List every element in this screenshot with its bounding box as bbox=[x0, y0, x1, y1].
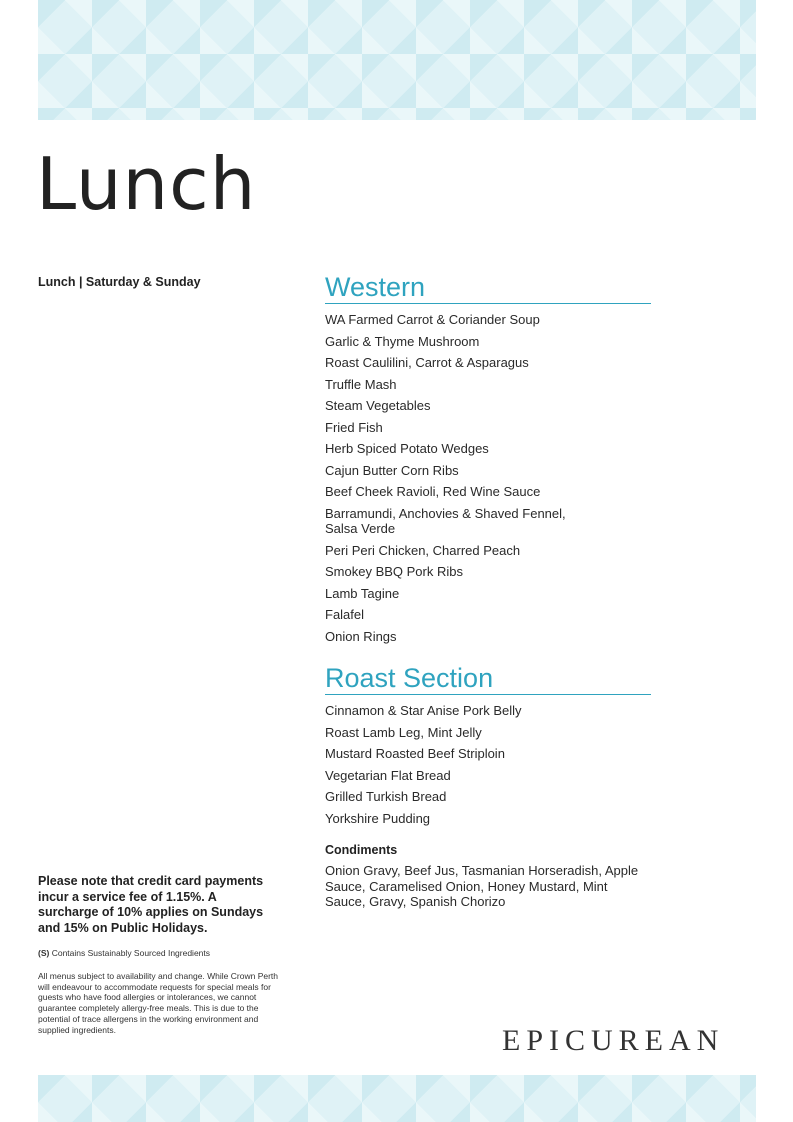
menu-item: Beef Cheek Ravioli, Red Wine Sauce bbox=[325, 484, 541, 499]
menu-item: WA Farmed Carrot & Coriander Soup bbox=[325, 312, 540, 327]
menu-item: Roast Caulilini, Carrot & Asparagus bbox=[325, 355, 529, 370]
menu-item: Smokey BBQ Pork Ribs bbox=[325, 564, 463, 579]
menu-item: Onion Rings bbox=[325, 628, 397, 644]
sustainable-text: Contains Sustainably Sourced Ingredients bbox=[51, 948, 211, 958]
section-heading-western: Western bbox=[325, 274, 651, 304]
allergy-disclaimer: All menus subject to availability and change. While Crown Perth will endeavour to accommodate requests for special meals for guests who have food allergies or intolerances, we cannot guarantee completely allergy-free meals. This is due to the potential of trace allergens in the working environment and supplied ingredients. bbox=[38, 971, 279, 1035]
page-title: Lunch bbox=[36, 142, 257, 226]
menu-item: Cajun Butter Corn Ribs bbox=[325, 462, 459, 478]
menu-item: Garlic & Thyme Mushroom bbox=[325, 333, 480, 349]
decorative-pattern-bottom bbox=[38, 1075, 756, 1122]
menu-item: Lamb Tagine bbox=[325, 585, 400, 601]
menu-item: Vegetarian Flat Bread bbox=[325, 767, 451, 783]
menu-item: Roast Lamb Leg, Mint Jelly bbox=[325, 724, 482, 740]
menu-item: Peri Peri Chicken, Charred Peach bbox=[325, 542, 521, 558]
menu-item: Yorkshire Pudding bbox=[325, 810, 431, 826]
roast-menu-list bbox=[325, 703, 655, 832]
decorative-pattern-top bbox=[38, 0, 756, 120]
section-heading-roast: Roast Section bbox=[325, 665, 651, 695]
condiments-heading: Condiments bbox=[325, 843, 398, 857]
epicurean-logo: EPICUREAN bbox=[502, 1024, 725, 1057]
sustainable-mark: (S) bbox=[38, 948, 50, 958]
condiments-list: Onion Gravy, Beef Jus, Tasmanian Horseradish, Apple Sauce, Caramelised Onion, Honey Mustard, Mint Sauce, Gravy, Spanish Chorizo bbox=[325, 863, 639, 909]
surcharge-notice: Please note that credit card payments incur a service fee of 1.15%. A surcharge of 10% applies on Sundays and 15% on Public Holidays. bbox=[38, 874, 264, 935]
menu-item: Cinnamon & Star Anise Pork Belly bbox=[325, 703, 522, 718]
menu-item: Falafel bbox=[325, 607, 365, 622]
menu-item: Barramundi, Anchovies & Shaved Fennel, Salsa Verde bbox=[325, 505, 566, 536]
menu-item: Herb Spiced Potato Wedges bbox=[325, 441, 489, 456]
menu-item: Grilled Turkish Bread bbox=[325, 789, 447, 804]
menu-item: Steam Vegetables bbox=[325, 398, 431, 413]
menu-subtitle: Lunch | Saturday & Sunday bbox=[38, 275, 201, 289]
western-menu-list bbox=[325, 312, 655, 650]
sustainable-legend bbox=[38, 948, 210, 958]
menu-item: Truffle Mash bbox=[325, 376, 397, 392]
menu-item: Mustard Roasted Beef Striploin bbox=[325, 746, 505, 761]
menu-item: Fried Fish bbox=[325, 419, 383, 435]
